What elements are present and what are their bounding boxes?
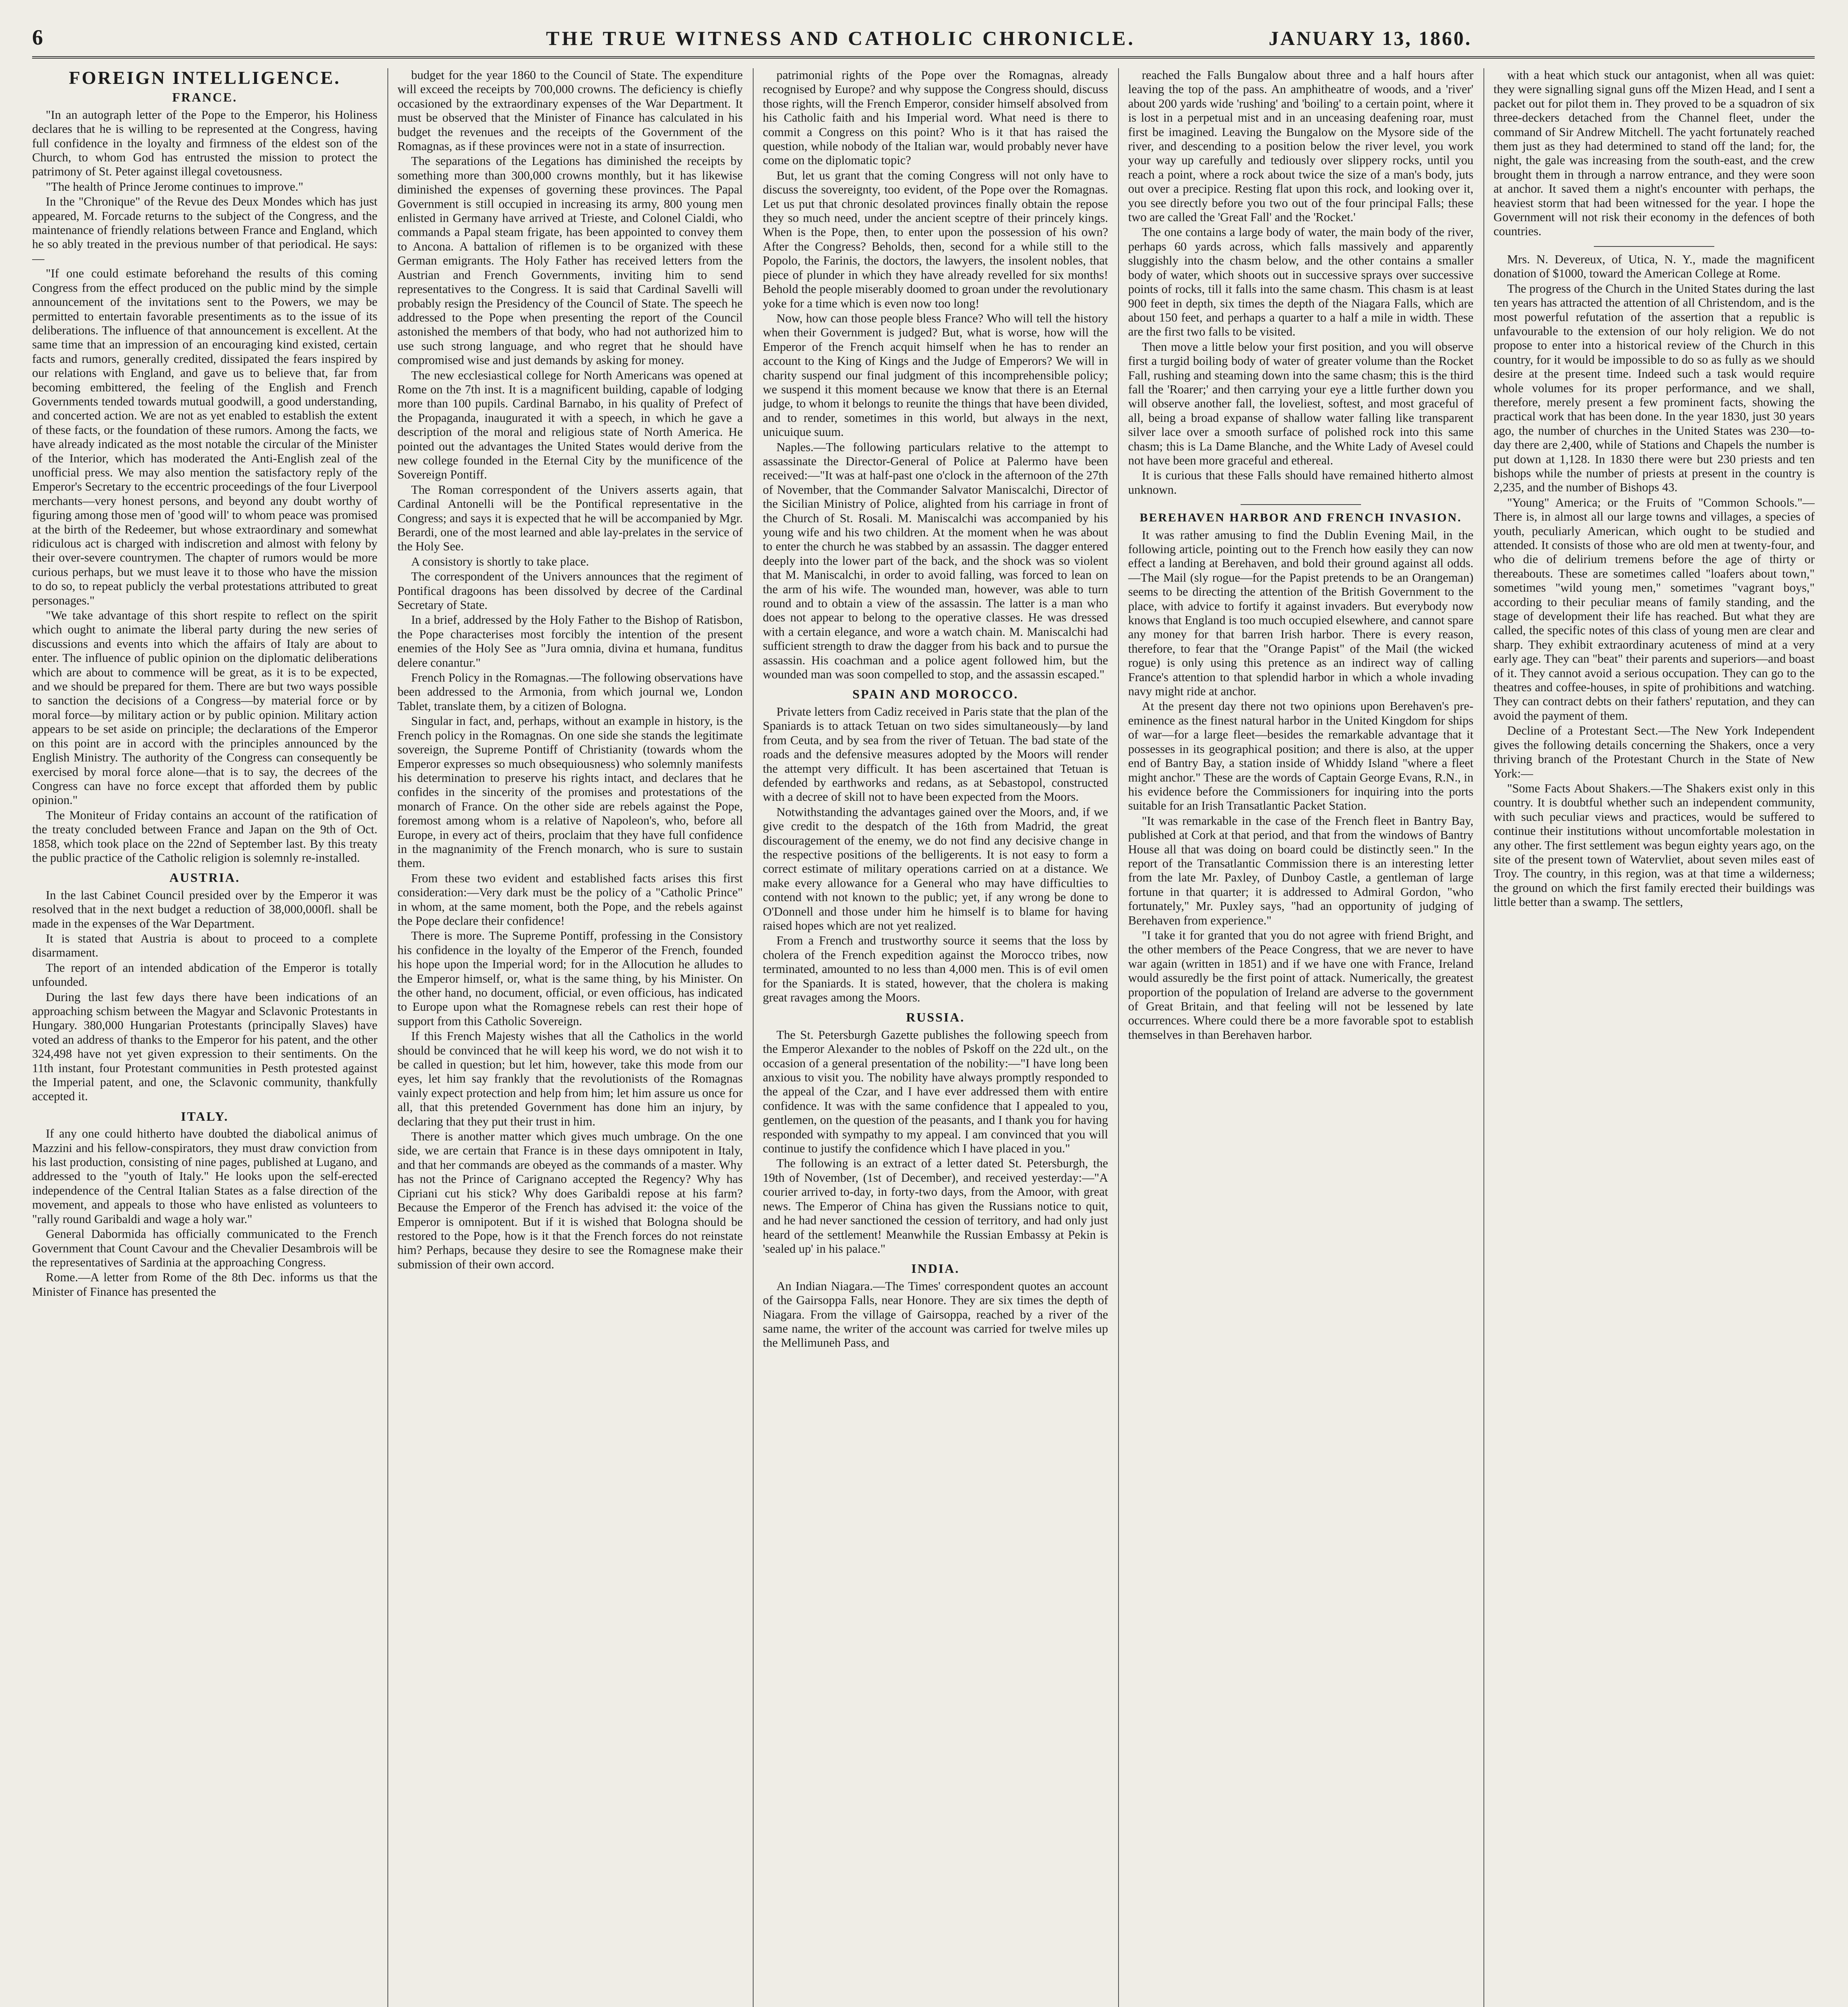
column-1 xyxy=(32,68,377,2007)
paragraph: "If one could estimate beforehand the results of this coming Congress from the effect produced on the public mind by the simple announcement of the invitations sent to the Powers, we may be permitted to entertain favorable presentiments as to the issue of its deliberations. The influence of that announcement is excellent. At the same time that an impression of an encouraging kind existed, certain facts and rumors, generally credited, dissipated the fears inspired by our relations with England, and gave us to believe that, far from becoming embittered, the feeling of the English and French Governments tended towards mutual goodwill, a good understanding, and concerted action. We are not as yet enabled to establish the extent of these facts, or the foundation of these rumors. Among the facts, we have already indicated as the most notable the circular of the Minister of the Interior, which has moderated the Anti-English zeal of the unofficial press. We may also mention the satisfactory reply of the Emperor's Secretary to the eccentric proceedings of the four Liverpool merchants—very honest persons, and beyond any doubt worthy of figuring among those men of 'good will' to whom peace was promised at the birth of the Redeemer, but whose extraordinary and somewhat ridiculous act is charged with indiscretion and almost with felony by their over-severe countrymen. The chapter of rumors would be more curious perhaps, but we must leave it to those who have the mission to do so, to repeat publicly the verbal protestations attributed to great personages." xyxy=(32,267,377,607)
column-rule xyxy=(1118,68,1119,2007)
paragraph: "It was remarkable in the case of the French fleet in Bantry Bay, published at Cork at that period, and that from the windows of Bantry House all that was doing on board could be distinctly seen." In the report of the Transatlantic Commission there is an interesting letter from the late Mr. Paxley, of Dunboy Castle, a gentleman of large fortune in that quarter; it is addressed to Admiral Gordon, "who fortunately," Mr. Puxley says, "had an opportunity of judging of Berehaven from experience." xyxy=(1128,814,1473,927)
paragraph: Decline of a Protestant Sect.—The New York Independent gives the following details concerning the Shakers, once a very thriving branch of the Protestant Church in the State of New York:— xyxy=(1493,724,1815,780)
section-heading-spain-and-morocco: SPAIN AND MOROCCO. xyxy=(852,687,1019,702)
masthead-title: THE TRUE WITNESS AND CATHOLIC CHRONICLE. xyxy=(546,27,1136,49)
paragraph: Then move a little below your first position, and you will observe first a turgid boiling body of water of greater volume than the Rocket Fall, rushing and steaming down into the same chasm; this is the third fall the 'Roarer;' and then carrying your eye a little further down you will observe another fall, the loveliest, softest, and most graceful of all, being a broad expanse of shallow water falling like transparent silver lace over a smooth surface of polished rock into this same chasm; this is La Dame Blanche, and the White Lady of Avesel could not have been more graceful and ethereal. xyxy=(1128,340,1473,467)
column-rule xyxy=(753,68,754,2007)
paragraph: Mrs. N. Devereux, of Utica, N. Y., made the magnificent donation of $1000, toward the American College at Rome. xyxy=(1493,252,1815,281)
paragraph: The Moniteur of Friday contains an account of the ratification of the treaty concluded between France and Japan on the 9th of Oct. 1858, which took place on the 22nd of September last. By this treaty the public practice of the Catholic religion is solemnly re-installed. xyxy=(32,808,377,865)
paragraph: It is curious that these Falls should have remained hitherto almost unknown. xyxy=(1128,468,1473,497)
section-heading-berehaven: BEREHAVEN HARBOR AND FRENCH INVASION. xyxy=(1139,511,1462,525)
paragraph: It was rather amusing to find the Dublin Evening Mail, in the following article, pointing out to the French how easily they can now effect a landing at Berehaven, and bold their ground against all odds.—The Mail (sly rogue—for the Papist pretends to be an Orangeman) seems to be directing the attention of the British Government to the place, with advice to fortify it against invaders. But everybody now knows that England is too much occupied elsewhere, and cannot spare any money for that barren Irish harbor. There is every reason, therefore, to fear that the "Orange Papist" of the Mail (the wicked rogue) is only using this pretence as an indirect way of calling France's attention to that splendid harbor in which a whole invading navy might ride at anchor. xyxy=(1128,528,1473,698)
paragraph: At the present day there not two opinions upon Berehaven's pre-eminence as the finest natural harbor in the United Kingdom for ships of war—for a large fleet—besides the remarkable advantage that it possesses in its geographical position; and there is also, at the upper end of Bantry Bay, a station inside of Whiddy Island "where a fleet might anchor." These are the words of Captain George Evans, R.N., in his evidence before the Commissioners for inquiring into the ports suitable for an Irish Transatlantic Packet Station. xyxy=(1128,699,1473,813)
column-4 xyxy=(1128,68,1473,2007)
paragraph: The report of an intended abdication of the Emperor is totally unfounded. xyxy=(32,961,377,989)
paragraph: During the last few days there have been indications of an approaching schism between the Magyar and Sclavonic Protestants in Hungary. 380,000 Hungarian Protestants (principally Slaves) have voted an address of thanks to the Emperor for his patent, and the other 324,498 have not yet given expression to their sentiments. On the 11th instant, four Protestant communities in Pesth protested against the Imperial patent, and one, the Sclavonic community, thankfully accepted it. xyxy=(32,990,377,1103)
paragraph: French Policy in the Romagnas.—The following observations have been addressed to the Armonia, from which journal we, London Tablet, translate them, by a citizen of Bologna. xyxy=(397,671,743,713)
paragraph: "Some Facts About Shakers.—The Shakers exist only in this country. It is doubtful whether such an independent community, with such peculiar views and practices, would be suffered to continue their institutions without uncomfortable molestation in any other. The first settlement was begun eighty years ago, on the site of the present town of Watervliet, about seven miles east of Troy. The country, in this region, was at that time a wilderness; the ground on which the first family erected their buildings was little better than a swamp. The settlers, xyxy=(1493,781,1815,909)
article-separator xyxy=(1594,246,1714,247)
section-heading-india: INDIA. xyxy=(911,1261,960,1276)
paragraph: The correspondent of the Univers announces that the regiment of Pontifical dragoons has been dissolved by decree of the Cardinal Secretary of State. xyxy=(397,570,743,612)
paragraph: From these two evident and established facts arises this first consideration:—Very dark must be the policy of a "Catholic Prince" in whom, at the same moment, both the Pope, and the rebels against the Pope declare their confidence! xyxy=(397,871,743,928)
paragraph: Rome.—A letter from Rome of the 8th Dec. informs us that the Minister of Finance has presented the xyxy=(32,1270,377,1299)
column-3 xyxy=(763,68,1108,2007)
column-rule xyxy=(387,68,388,2007)
paragraph: But, let us grant that the coming Congress will not only have to discuss the sovereignty, too evident, of the Pope over the Romagnas. Let us put that chronic desolated provinces finally obtain the repose they so much need, under the ancient sceptre of their princely kings. When is the Pope, then, to enter upon the possession of his own? After the Congress? Beholds, then, second for a while still to the Popolo, the Farinis, the doctors, the lawyers, the insolent nobles, that piece of plunder in which they have already revelled for six months! Behold the people miserably doomed to groan under the revolutionary yoke for a time which is even now too long! xyxy=(763,168,1108,310)
paragraph: budget for the year 1860 to the Council of State. The expenditure will exceed the receipts by 700,000 crowns. The deficiency is chiefly occasioned by the extraordinary expenses of the War Department. It must be observed that the Minister of Finance has calculated in his budget the revenues and the receipts of the Government of the Romagnas, as if these provinces were not in a state of insurrection. xyxy=(397,68,743,153)
paragraph: If this French Majesty wishes that all the Catholics in the world should be convinced that he will keep his word, we do not wish it to be called in question; but let him, however, take this mode from our eyes, let him say frankly that the revolutionists of the Romagnas vainly expect protection and help from him; let him assure us once for all, that this pretended Government has done him an injury, by declaring that they put their trust in him. xyxy=(397,1029,743,1128)
section-heading-france: FRANCE. xyxy=(172,90,238,105)
columns xyxy=(32,68,1815,2007)
newspaper-page xyxy=(32,24,1815,2007)
paragraph: "We take advantage of this short respite to reflect on the spirit which ought to animate the liberal party during the new series of discussions and events into which the affairs of Italy are about to enter. The influence of public opinion on the diplomatic deliberations which are about to commence will be great, as it is to be expected, and we should be prepared for them. There are but two ways possible to sanction the decisions of a Congress—by material force or by moral force—by military action or by public opinion. Military action appears to be set aside on principle; the declarations of the Emperor on this point are in accord with the principles announced by the English Ministry. The authority of the Congress can consequently be exercised by moral force alone—that is to say, the decrees of the Congress can have no force except that afforded them by public opinion." xyxy=(32,609,377,807)
paragraph: The progress of the Church in the United States during the last ten years has attracted the attention of all Christendom, and is the most powerful refutation of the assertion that a republic is unfavourable to the extension of our holy religion. We do not propose to enter into a historical review of the Church in this country, for it would be impossible to do so as fully as we should desire at the present time. Indeed such a task would require whole volumes for its proper performance, and we shall, therefore, merely present a few prominent facts, showing the practical work that has been done. In the year 1830, just 30 years ago, the number of churches in the United States was 230—to-day there are 2,400, while of Stations and Chapels the number is put down at 1,128. In 1830 there were but 230 priests and ten bishops while the number of priests at present in the country is 2,235, and the number of Bishops 43. xyxy=(1493,281,1815,495)
paragraph: From a French and trustworthy source it seems that the loss by cholera of the French expedition against the Morocco tribes, now terminated, amounted to no less than 4,000 men. This is of evil omen for the Spaniards. It is stated, however, that the cholera is making great ravages among the Moors. xyxy=(763,934,1108,1004)
paragraph: "The health of Prince Jerome continues to improve." xyxy=(46,179,304,193)
masthead xyxy=(32,24,1815,59)
article-separator xyxy=(1241,504,1361,505)
paragraph: Now, how can those people bless France? Who will tell the history when their Government is judged? But, what is worse, how will the Emperor of the French acquit himself when he has to render an account to the King of Kings and the Judge of Emperors? We will in charity suspend our final judgment of this incomprehensible policy; we suspend it this moment because we know that there is an Eternal judge, to whom it belongs to reunite the things that have been divided, and to render, sometimes in this world, but always in the next, unicuique suum. xyxy=(763,311,1108,439)
column-5 xyxy=(1493,68,1815,2007)
section-heading-austria: AUSTRIA. xyxy=(169,870,240,885)
paragraph: "Young" America; or the Fruits of "Common Schools."—There is, in almost all our large towns and villages, a species of youth, peculiarly American, which ought to be studied and attended. It consists of those who are old men at twenty-four, and who die of delirium tremens before the age of thirty or thereabouts. These are sometimes called "loafers about town," sometimes "wild young men," sometimes "vagrant boys," according to their peculiar means of family standing, and the stage of development their life has reached. But what they are called, the specific notes of this class of young men are clear and sharp. They exhibit extraordinary acuteness of mind at a very early age. They can "beat" their parents and superiors—and boast of it. They cannot avoid a serious occupation. They can go to the theatres and coffee-houses, in spite of prohibitions and watching. They can contract debts on their fathers' reputation, and they can avoid the payment of them. xyxy=(1493,495,1815,723)
paragraph: "I take it for granted that you do not agree with friend Bright, and the other members of the Peace Congress, that we are never to have war again (written in 1851) and if we have one with France, Ireland would assuredly be the first point of attack. Numerically, the greatest proportion of the population of Ireland are adverse to the government of Great Britain, and that feeling will not be lessened by late occurrences. Where could there be a more favorable spot to establish themselves in than Berehaven harbor. xyxy=(1128,928,1473,1042)
section-heading-italy: ITALY. xyxy=(181,1109,229,1124)
section-heading-russia: RUSSIA. xyxy=(906,1010,965,1025)
paragraph: The Roman correspondent of the Univers asserts again, that Cardinal Antonelli will be the Pontifical representative in the Congress; and says it is expected that he will be accompanied by Mgr. Berardi, one of the most learned and able lay-prelates in the service of the Holy See. xyxy=(397,482,743,554)
paragraph: A consistory is shortly to take place. xyxy=(411,554,589,568)
paragraph: It is stated that Austria is about to proceed to a complete disarmament. xyxy=(32,931,377,960)
column-2 xyxy=(397,68,743,2007)
section-heading-foreign-intelligence: FOREIGN INTELLIGENCE. xyxy=(69,68,341,88)
paragraph: An Indian Niagara.—The Times' correspondent quotes an account of the Gairsoppa Falls, near Honore. They are six times the depth of Niagara. From the village of Gairsoppa, reached by a river of the same name, the writer of the account was carried for twelve miles up the Mellimuneh Pass, and xyxy=(763,1279,1108,1350)
paragraph: The one contains a large body of water, the main body of the river, perhaps 60 yards across, which falls massively and apparently sluggishly into the chasm below, and the other contains a smaller body of water, which shoots out in successive sprays over successive points of rocks, till it falls into the same chasm. This chasm is at least 900 feet in depth, six times the depth of the Niagara Falls, which are about 150 feet, and perhaps a quarter to a half a mile in width. These are the first two falls to be visited. xyxy=(1128,225,1473,339)
paragraph: Private letters from Cadiz received in Paris state that the plan of the Spaniards is to attack Tetuan on two sides simultaneously—by land from Ceuta, and by sea from the river of Tetuan. The bad state of the roads and the defensive measures adopted by the Moors will render the attempt very difficult. It has been ascertained that Tetuan is defended by earthworks and redans, as at Sebastopol, constructed with a decree of skill not to have been expected from the Moors. xyxy=(763,704,1108,804)
paragraph: reached the Falls Bungalow about three and a half hours after leaving the top of the pass. An amphitheatre of woods, and a 'river' about 200 yards wide 'rushing' and 'boiling' to a certain point, where it is lost in a perpetual mist and in an unceasing deafening roar, must first be imagined. Leaving the Bungalow on the Mysore side of the river, and descending to a position below the river level, you work your way up carefully and tediously over slippery rocks, until you reach a point, where a rock about twice the size of a man's body, juts out over a precipice. Resting flat upon this rock, and looking over it, you see directly before you two out of the four principal Falls; these two are called the 'Great Fall' and the 'Rocket.' xyxy=(1128,68,1473,224)
paragraph: with a heat which stuck our antagonist, when all was quiet: they were signalling signal guns off the Mizen Head, and I sent a packet out for pilot them in. They proved to be a squadron of six three-deckers detached from the Channel fleet, under the command of Sir Andrew Mitchell. The yacht fortunately reached them just as they had determined to stand off the land; for, the night, the gale was increasing from the south-east, and the crew brought them in through a narrow entrance, and they were soon at anchor. It saved them a night's encounter with perhaps, the heaviest storm that had been witnessed for the year. I hope the Government will not risk their economy in the defences of both countries. xyxy=(1493,68,1815,238)
paragraph: If any one could hitherto have doubted the diabolical animus of Mazzini and his fellow-conspirators, they must draw conviction from his last production, consisting of nine pages, published at Lugano, and addressed to the "youth of Italy." He looks upon the self-erected independence of the Central Italian States as a false direction of the movement, and appeals to those who have enlisted as volunteers to "rally round Garibaldi and wage a holy war." xyxy=(32,1127,377,1226)
paragraph: In a brief, addressed by the Holy Father to the Bishop of Ratisbon, the Pope characterises most forcibly the intention of the present enemies of the Holy See as "Jura omnia, divina et humana, funditus delere conantur." xyxy=(397,613,743,670)
paragraph: There is another matter which gives much umbrage. On the one side, we are certain that France is in these days omnipotent in Italy, and that her commands are obeyed as the commands of a master. Why has not the Prince of Carignano accepted the Regency? Why has Cipriani cut his stick? Why does Garibaldi repose at his farm? Because the Emperor of the French has advised it: the voice of the Emperor is omnipotent. But if it is wished that Bologna should be restored to the Pope, how is it that the French forces do not reinstate him? Perhaps, because they desire to see the Romagnese make their submission of their own accord. xyxy=(397,1130,743,1271)
paragraph: In the last Cabinet Council presided over by the Emperor it was resolved that in the next budget a reduction of 38,000,000fl. shall be made in the expenses of the War Department. xyxy=(32,888,377,930)
paragraph: General Dabormida has officially communicated to the French Government that Count Cavour and the Chevalier Desambrois will be the representatives of Sardinia at the approaching Congress. xyxy=(32,1227,377,1269)
paragraph: The separations of the Legations has diminished the receipts by something more than 300,000 crowns monthly, but it has likewise diminished the expenses of governing these provinces. The Papal Government is still occupied in increasing its army, 800 young men enlisted in Germany have arrived at Trieste, and Colonel Cialdi, who commands a Papal steam frigate, has been appointed to convey them to Ancona. A battalion of riflemen is to be organized with these German emigrants. The Holy Father has received letters from the Austrian and French Governments, inviting him to send representatives to the Congress. It is said that Cardinal Savelli will probably resign the Presidency of the Council of State. The speech he addressed to the Pope when presenting the report of the Council astonished the members of that body, who had not authorized him to use such strong language, and who regret that he should have compromised wise and just demands by asking for money. xyxy=(397,154,743,367)
paragraph: In the "Chronique" of the Revue des Deux Mondes which has just appeared, M. Forcade returns to the subject of the Congress, and the maintenance of friendly relations between France and England, which he so ably treated in the previous number of that periodical. He says:— xyxy=(32,195,377,265)
paragraph: Singular in fact, and, perhaps, without an example in history, is the French policy in the Romagnas. On one side she stands the legitimate sovereign, the Supreme Pontiff of Christianity (towards whom the Emperor expresses so much obsequiousness) who solemnly manifests his determination to preserve his rights intact, and declares that he confides in the sincerity of the promises and protestations of the monarch of France. On the other side are rebels against the Pope, foremost among whom is a relative of Napoleon's, who, before all Europe, in every act of theirs, proclaim that they have full confidence in the magnanimity of the French monarch, who is sure to sustain them. xyxy=(397,714,743,870)
paragraph: The St. Petersburgh Gazette publishes the following speech from the Emperor Alexander to the nobles of Pskoff on the 22d ult., on the occasion of a general presentation of the nobility:—"I have long been anxious to visit you. The nobility have always promptly responded to the appeal of the Czar, and I have ever addressed them with entire confidence. It was with the same confidence that I appealed to you, gentlemen, on the question of the peasants, and I thank you for having responded with sympathy to my appeal. I am convinced that you will continue to justify the confidence which I have placed in you." xyxy=(763,1028,1108,1156)
page-number: 6 xyxy=(32,25,43,49)
paragraph: Notwithstanding the advantages gained over the Moors, and, if we give credit to the despatch of the 16th from Madrid, the great discouragement of the enemy, we do not find any decisive change in the respective positions of the belligerents. It is not easy to form a correct estimate of military operations carried on at a distance. We make every allowance for a General who may have difficulties to contend with not known to the public; yet, if any wrong be done to O'Donnell and those under him he himself is to blame for having raised hopes which are not yet realized. xyxy=(763,805,1108,932)
masthead-date: JANUARY 13, 1860. xyxy=(1269,27,1472,49)
paragraph: The following is an extract of a letter dated St. Petersburgh, the 19th of November, (1st of December), and received yesterday:—"A courier arrived to-day, in forty-two days, from the Amoor, with great news. The Emperor of China has given the Russians notice to quit, and he had never sanctioned the cession of territory, and had only just heard of the settlement! Meanwhile the Russian Embassy at Pekin is 'sealed up' in his palace." xyxy=(763,1156,1108,1256)
paragraph: "In an autograph letter of the Pope to the Emperor, his Holiness declares that he is willing to be represented at the Congress, having full confidence in the loyalty and firmness of the eldest son of the Church, to whom God has entrusted the mission to protect the patrimony of St. Peter against illegal covetousness. xyxy=(32,108,377,179)
column-rule xyxy=(1483,68,1484,2007)
paragraph: Naples.—The following particulars relative to the attempt to assassinate the Director-General of Police at Palermo have been received:—"It was at half-past one o'clock in the afternoon of the 27th of November, that the Commander Salvator Maniscalchi, Director of the Sicilian Ministry of Police, alighted from his carriage in front of the Church of St. Rosali. M. Maniscalchi was accompanied by his young wife and his two children. At the moment when he was about to enter the church he was stabbed by an assassin. The dagger entered deeply into the lower part of the back, and the shock was so violent that M. Maniscalchi, in order to avoid falling, was forced to lean on the arm of his wife. The wounded man, however, was able to turn round and to obtain a view of the assassin. The latter is a man who does not appear to belong to the operative classes. He was dressed with a certain elegance, and wore a watch chain. M. Maniscalchi had sufficient strength to draw the dagger from his back and to pursue the assassin. His coachman and a police agent followed him, but the wounded man was soon compelled to stop, and the assassin escaped." xyxy=(763,440,1108,682)
paragraph: There is more. The Supreme Pontiff, professing in the Consistory his confidence in the loyalty of the Emperor of the French, founded his hope upon the Imperial word; for in the Allocution he alludes to the Emperor himself, or, what is the same thing, by his Minister. On the other hand, no document, official, or even officious, has indicated to Europe upon what the Romagnese rebels can rest their hope of support from this Catholic Sovereign. xyxy=(397,929,743,1028)
paragraph: patrimonial rights of the Pope over the Romagnas, already recognised by Europe? and why suppose the Congress should, discuss those rights, will the French Emperor, consider himself absolved from his Catholic faith and his Imperial word. What need is there to commit a Congress on this point? Who is it that has raised the question, while nobody of the Italian war, would probably never have come on the diplomatic topic? xyxy=(763,68,1108,167)
paragraph: The new ecclesiastical college for North Americans was opened at Rome on the 7th inst. It is a magnificent building, capable of lodging more than 100 pupils. Cardinal Barnabo, in his quality of Prefect of the Propaganda, inaugurated it with a speech, in which he gave a description of the moral and religious state of North America. He pointed out the advantages the United States would derive from the new college founded in the Eternal City by the munificence of the Sovereign Pontiff. xyxy=(397,368,743,482)
